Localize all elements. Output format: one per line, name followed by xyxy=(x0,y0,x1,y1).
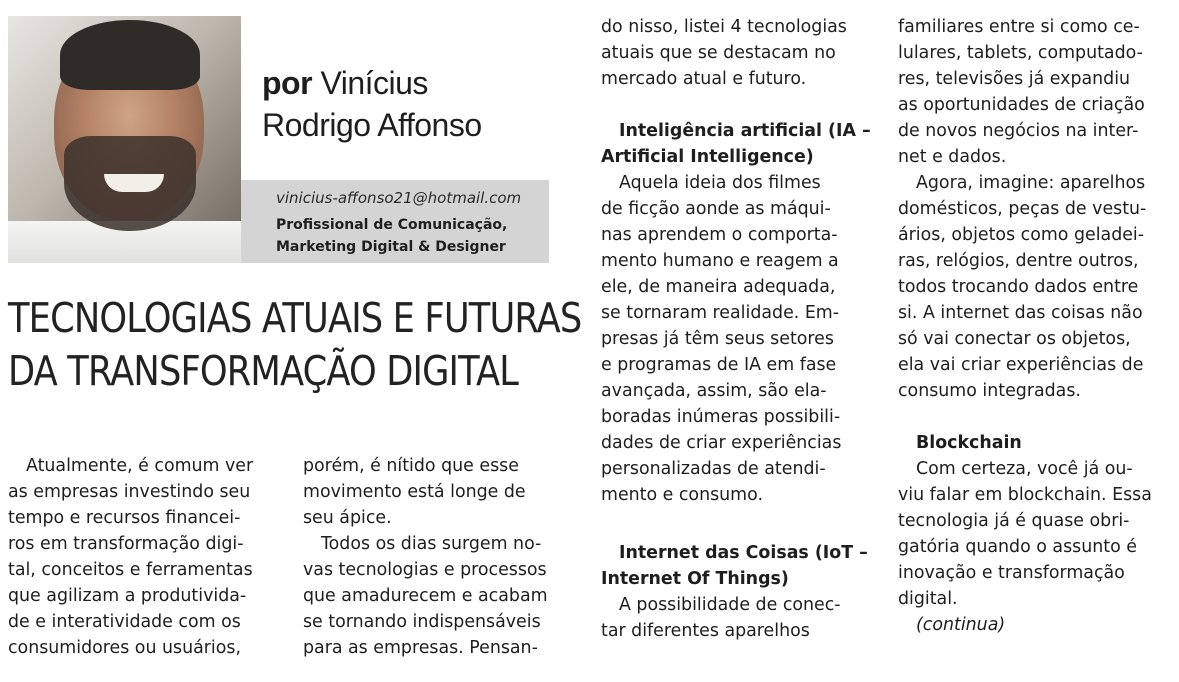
author-name-line1: Vinícius xyxy=(320,65,428,101)
text-line: mento e consumo. xyxy=(601,485,763,505)
text-line: as empresas investindo seu xyxy=(8,482,251,502)
section-heading-ia-cont: Artificial Intelligence) xyxy=(601,147,814,167)
section-heading-iot: Internet das Coisas (IoT – xyxy=(619,543,868,563)
text-line: res, televisões já expandiu xyxy=(898,69,1131,89)
text-line: Atualmente, é comum ver xyxy=(26,456,254,476)
section-heading-blockchain: Blockchain xyxy=(916,433,1022,453)
text-line: ários, objetos como geladei- xyxy=(898,225,1145,245)
photo-smile xyxy=(104,174,164,192)
author-byline xyxy=(262,62,482,146)
text-line: atuais que se destacam no xyxy=(601,43,836,63)
text-line: familiares entre si como ce- xyxy=(898,17,1140,37)
text-line: que agilizam a produtivida- xyxy=(8,586,247,606)
text-line: ela vai criar experiências de xyxy=(898,355,1144,375)
author-email: vinicius-affonso21@hotmail.com xyxy=(276,189,522,207)
text-line: net e dados. xyxy=(898,147,1007,167)
text-line: viu falar em blockchain. Essa xyxy=(898,485,1152,505)
text-line: gatória quando o assunto é xyxy=(898,537,1137,557)
text-line: Agora, imagine: aparelhos xyxy=(916,173,1146,193)
text-line: avançada, assim, são ela- xyxy=(601,381,827,401)
text-line: mento humano e reagem a xyxy=(601,251,839,271)
photo-hair xyxy=(60,20,200,90)
article-title-line1: TECNOLOGIAS ATUAIS E FUTURAS xyxy=(8,294,582,342)
text-line: Com certeza, você já ou- xyxy=(916,459,1133,479)
text-line: de e interatividade com os xyxy=(8,612,241,632)
text-line: A possibilidade de conec- xyxy=(619,595,841,615)
text-line: lulares, tablets, computado- xyxy=(898,43,1143,63)
article-column-4 xyxy=(898,14,1170,638)
text-line: tempo e recursos financei- xyxy=(8,508,241,528)
author-name-line2: Rodrigo Affonso xyxy=(262,107,482,143)
text-line: tecnologia já é quase obri- xyxy=(898,511,1130,531)
text-line: Todos os dias surgem no- xyxy=(321,534,542,554)
article-title-line2: DA TRANSFORMAÇÃO DIGITAL xyxy=(8,347,519,395)
text-line: de novos negócios na inter- xyxy=(898,121,1139,141)
article-title xyxy=(8,292,582,398)
section-heading-ia: Inteligência artificial (IA – xyxy=(619,121,871,141)
text-line: inovação e transformação xyxy=(898,563,1125,583)
text-line: Aquela ideia dos filmes xyxy=(619,173,821,193)
text-line: do nisso, listei 4 tecnologias xyxy=(601,17,847,37)
text-line: todos trocando dados entre xyxy=(898,277,1139,297)
article-column-3 xyxy=(601,14,873,644)
article-column-2 xyxy=(303,453,573,661)
author-role-line2: Marketing Digital & Designer xyxy=(276,239,506,255)
text-line: porém, é nítido que esse xyxy=(303,456,519,476)
text-line: tar diferentes aparelhos xyxy=(601,621,810,641)
text-line: si. A internet das coisas não xyxy=(898,303,1143,323)
text-line: só vai conectar os objetos, xyxy=(898,329,1131,349)
text-line: as oportunidades de criação xyxy=(898,95,1145,115)
author-role-line1: Profissional de Comunicação, xyxy=(276,217,508,233)
byline-prefix: por xyxy=(262,65,313,101)
text-line: ras, relógios, dentre outros, xyxy=(898,251,1139,271)
text-line: para as empresas. Pensan- xyxy=(303,638,538,658)
text-line: tal, conceitos e ferramentas xyxy=(8,560,253,580)
text-line: boradas inúmeras possibili- xyxy=(601,407,841,427)
text-line: consumidores ou usuários, xyxy=(8,638,241,658)
text-line: consumo integradas. xyxy=(898,381,1081,401)
text-line: presas já têm seus setores xyxy=(601,329,834,349)
text-line: dades de criar experiências xyxy=(601,433,842,453)
text-line: se tornaram realidade. Em- xyxy=(601,303,840,323)
article-column-1 xyxy=(8,453,278,661)
text-line: ros em transformação digi- xyxy=(8,534,244,554)
text-line: que amadurecem e acabam xyxy=(303,586,548,606)
text-line: personalizadas de atendi- xyxy=(601,459,826,479)
author-photo xyxy=(8,16,241,263)
continua-note: (continua) xyxy=(916,615,1006,635)
text-line: nas aprendem o comporta- xyxy=(601,225,838,245)
text-line: se tornando indispensáveis xyxy=(303,612,541,632)
text-line: mercado atual e futuro. xyxy=(601,69,807,89)
text-line: domésticos, peças de vestu- xyxy=(898,199,1147,219)
text-line: e programas de IA em fase xyxy=(601,355,837,375)
text-line: digital. xyxy=(898,589,958,609)
text-line: movimento está longe de xyxy=(303,482,526,502)
author-role xyxy=(276,214,507,258)
text-line: de ficção aonde as máqui- xyxy=(601,199,831,219)
text-line: vas tecnologias e processos xyxy=(303,560,547,580)
text-line: ele, de maneira adequada, xyxy=(601,277,836,297)
text-line: seu ápice. xyxy=(303,508,392,528)
section-heading-iot-cont: Internet Of Things) xyxy=(601,569,789,589)
